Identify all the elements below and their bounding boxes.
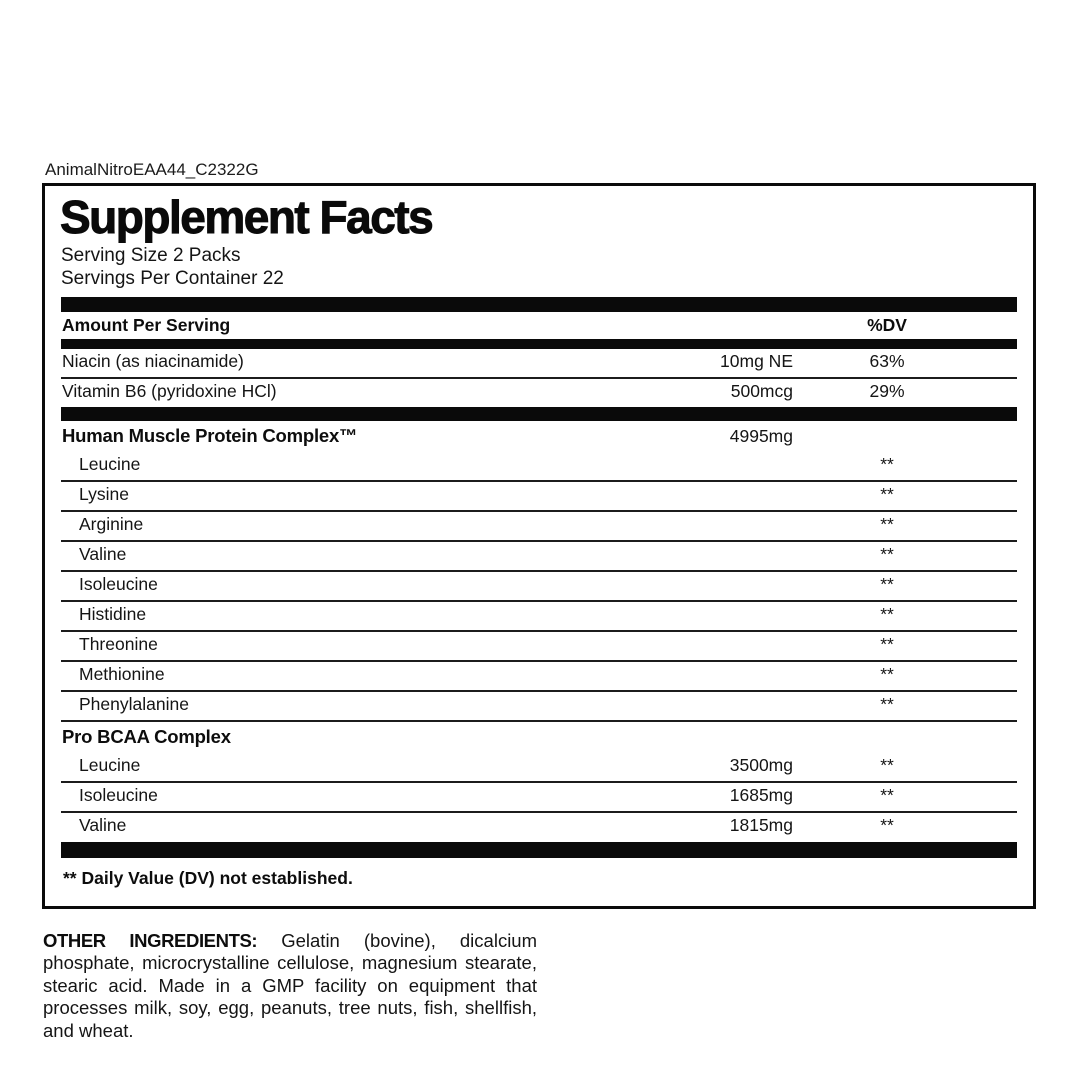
nutrient-name: Leucine <box>79 453 141 474</box>
nutrient-dv: ** <box>880 543 894 564</box>
nutrient-amount: 10mg NE <box>720 350 793 371</box>
nutrient-row <box>61 632 1017 658</box>
nutrient-main-cell <box>61 604 793 625</box>
column-header-row <box>61 312 1017 339</box>
nutrient-main-cell <box>61 351 793 372</box>
nutrient-main-cell <box>61 694 793 715</box>
nutrient-name: Valine <box>79 543 127 564</box>
nutrient-dv: ** <box>880 633 894 654</box>
divider-bar-bottom <box>61 842 1017 858</box>
nutrient-main-cell <box>61 815 793 836</box>
nutrient-row <box>61 542 1017 568</box>
serving-size: Serving Size 2 Packs <box>61 244 241 266</box>
nutrient-main-cell <box>61 381 793 402</box>
nutrient-row <box>61 421 1017 452</box>
nutrient-name: Phenylalanine <box>79 693 189 714</box>
dv-column-label: %DV <box>867 314 907 335</box>
nutrient-dv: ** <box>880 483 894 504</box>
nutrient-dv: ** <box>880 453 894 474</box>
nutrient-main-cell <box>61 574 793 595</box>
nutrient-main-cell <box>61 544 793 565</box>
divider-bar-top <box>61 297 1017 312</box>
nutrient-name: Leucine <box>79 754 141 775</box>
nutrient-main-cell <box>61 755 793 776</box>
nutrient-main-cell <box>61 726 793 748</box>
nutrient-dv: ** <box>880 663 894 684</box>
nutrient-amount: 4995mg <box>729 425 793 446</box>
nutrient-amount: 3500mg <box>729 754 793 775</box>
nutrient-name: Lysine <box>79 483 129 504</box>
nutrient-name: Vitamin B6 (pyridoxine HCl) <box>62 380 277 401</box>
panel-title: Supplement Facts <box>60 191 433 243</box>
nutrient-name: Methionine <box>79 663 165 684</box>
nutrient-main-cell <box>61 514 793 535</box>
nutrient-main-cell <box>61 634 793 655</box>
other-ingredients-heading: OTHER INGREDIENTS: <box>43 929 258 951</box>
nutrient-main-cell <box>61 454 793 475</box>
nutrient-name: Isoleucine <box>79 573 158 594</box>
servings-per-container: Servings Per Container 22 <box>61 267 284 289</box>
nutrient-dv: ** <box>880 573 894 594</box>
nutrient-amount: 1685mg <box>729 784 793 805</box>
other-ingredients-text: Gelatin (bovine), dicalcium phosphate, microcrystalline cellulose, magnesium stearate, stearic acid. Made in a GMP facility on equipment that processes milk, soy, egg, peanuts, tree nuts, fish, shellfish, and wheat. <box>43 929 538 1041</box>
nutrient-rows <box>61 349 1017 839</box>
file-code: AnimalNitroEAA44_C2322G <box>45 160 259 179</box>
nutrient-row <box>61 753 1017 779</box>
nutrient-row <box>61 572 1017 598</box>
nutrient-row <box>61 692 1017 718</box>
nutrient-row <box>61 349 1017 375</box>
nutrient-dv: ** <box>880 814 894 835</box>
nutrient-dv: ** <box>880 754 894 775</box>
divider-bar <box>61 407 1017 421</box>
nutrient-main-cell <box>61 425 793 447</box>
nutrient-row <box>61 452 1017 478</box>
nutrient-name: Pro BCAA Complex <box>62 725 231 747</box>
nutrient-row <box>61 783 1017 809</box>
nutrient-amount: 1815mg <box>729 814 793 835</box>
nutrient-name: Histidine <box>79 603 147 624</box>
nutrient-row <box>61 512 1017 538</box>
supplement-facts-panel <box>42 183 1036 909</box>
nutrient-amount: 500mcg <box>730 380 793 401</box>
nutrient-row <box>61 482 1017 508</box>
nutrient-main-cell <box>61 785 793 806</box>
nutrient-row <box>61 602 1017 628</box>
nutrient-dv: ** <box>880 784 894 805</box>
nutrient-dv: ** <box>880 513 894 534</box>
nutrient-name: Valine <box>79 814 127 835</box>
nutrient-name: Arginine <box>79 513 144 534</box>
amount-per-serving-label: Amount Per Serving <box>62 314 231 335</box>
nutrient-name: Niacin (as niacinamide) <box>62 350 244 371</box>
nutrient-main-cell <box>61 484 793 505</box>
nutrient-name: Isoleucine <box>79 784 158 805</box>
nutrient-name: Threonine <box>79 633 158 654</box>
nutrient-row <box>61 722 1017 753</box>
nutrient-dv: ** <box>880 603 894 624</box>
other-ingredients <box>43 930 537 1043</box>
nutrient-row <box>61 662 1017 688</box>
nutrient-row <box>61 379 1017 405</box>
divider-bar-header <box>61 339 1017 349</box>
nutrient-dv: 29% <box>869 380 905 401</box>
dv-footnote: ** Daily Value (DV) not established. <box>63 867 353 888</box>
nutrient-dv: ** <box>880 693 894 714</box>
nutrient-name: Human Muscle Protein Complex™ <box>62 424 358 446</box>
nutrient-main-cell <box>61 664 793 685</box>
nutrient-row <box>61 813 1017 839</box>
nutrient-dv: 63% <box>869 350 905 371</box>
